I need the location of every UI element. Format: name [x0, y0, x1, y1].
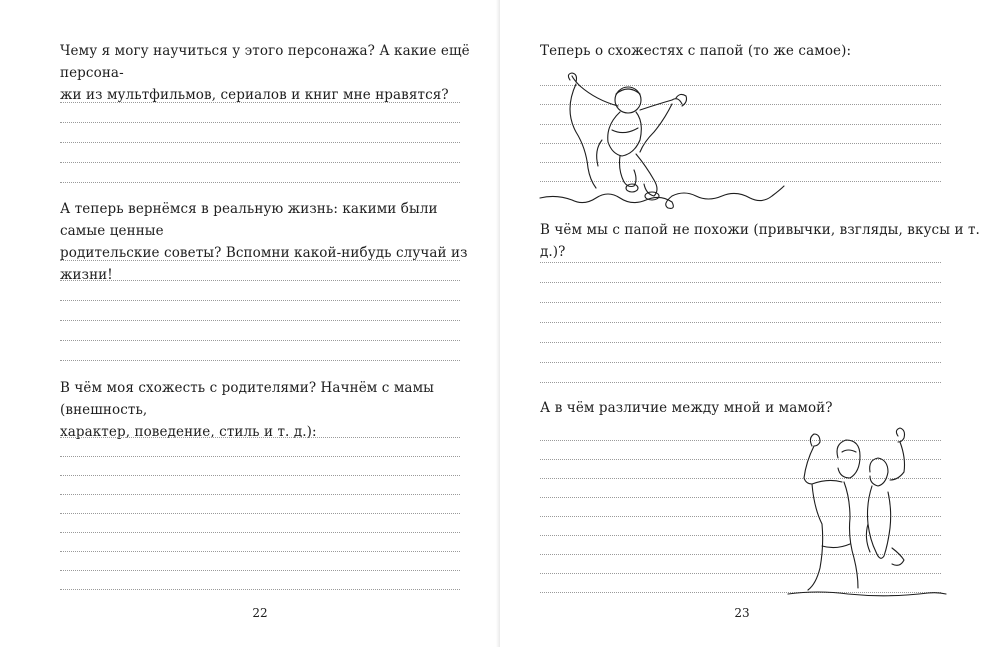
- answer-line[interactable]: [540, 342, 941, 343]
- answer-line[interactable]: [60, 260, 460, 261]
- answer-line[interactable]: [60, 494, 460, 495]
- prompt-parent-advice: А теперь вернёмся в реальную жизнь: какими были самые ценные родительские советы? Вспомни какой-нибудь случай из жизни!: [60, 201, 468, 283]
- prompt-differences-mom: А в чём различие между мной и мамой?: [540, 400, 833, 416]
- prompt-learn-from-character: Чему я могу научиться у этого персонажа? А какие ещё персона- жи из мультфильмов, сериалов и книг мне нравятся?: [60, 43, 470, 103]
- answer-line[interactable]: [60, 300, 460, 301]
- answer-line[interactable]: [60, 532, 460, 533]
- prompt-similarity-dad: Теперь о схожестях с папой (то же самое):: [540, 43, 852, 59]
- answer-line[interactable]: [540, 382, 941, 383]
- answer-line[interactable]: [60, 320, 460, 321]
- answer-line[interactable]: [60, 142, 460, 143]
- answer-line[interactable]: [60, 437, 460, 438]
- answer-line[interactable]: [60, 280, 460, 281]
- answer-line[interactable]: [60, 182, 460, 183]
- answer-line[interactable]: [60, 513, 460, 514]
- page-number-left: 22: [252, 606, 268, 620]
- answer-line[interactable]: [60, 475, 460, 476]
- prompt-similarity-mom: В чём моя схожесть с родителями? Начнём с мамы (внешность, характер, поведение, стиль и т. д.):: [60, 380, 435, 440]
- page-number-right: 23: [734, 606, 750, 620]
- answer-line[interactable]: [60, 456, 460, 457]
- answer-line[interactable]: [540, 362, 941, 363]
- figure-hug-icon: [536, 70, 786, 215]
- answer-line[interactable]: [60, 360, 460, 361]
- prompt-differences-dad: В чём мы с папой не похожи (привычки, взгляды, вкусы и т. д.)?: [540, 222, 980, 260]
- answer-line[interactable]: [540, 262, 941, 263]
- answer-line[interactable]: [540, 302, 941, 303]
- figures-cheering-icon: [788, 428, 948, 598]
- answer-line[interactable]: [60, 102, 460, 103]
- answer-line[interactable]: [540, 322, 941, 323]
- answer-line[interactable]: [60, 589, 460, 590]
- answer-line[interactable]: [60, 570, 460, 571]
- right-page: [500, 0, 1000, 647]
- answer-line[interactable]: [60, 122, 460, 123]
- answer-line[interactable]: [540, 282, 941, 283]
- answer-line[interactable]: [60, 162, 460, 163]
- answer-line[interactable]: [60, 551, 460, 552]
- answer-line[interactable]: [60, 340, 460, 341]
